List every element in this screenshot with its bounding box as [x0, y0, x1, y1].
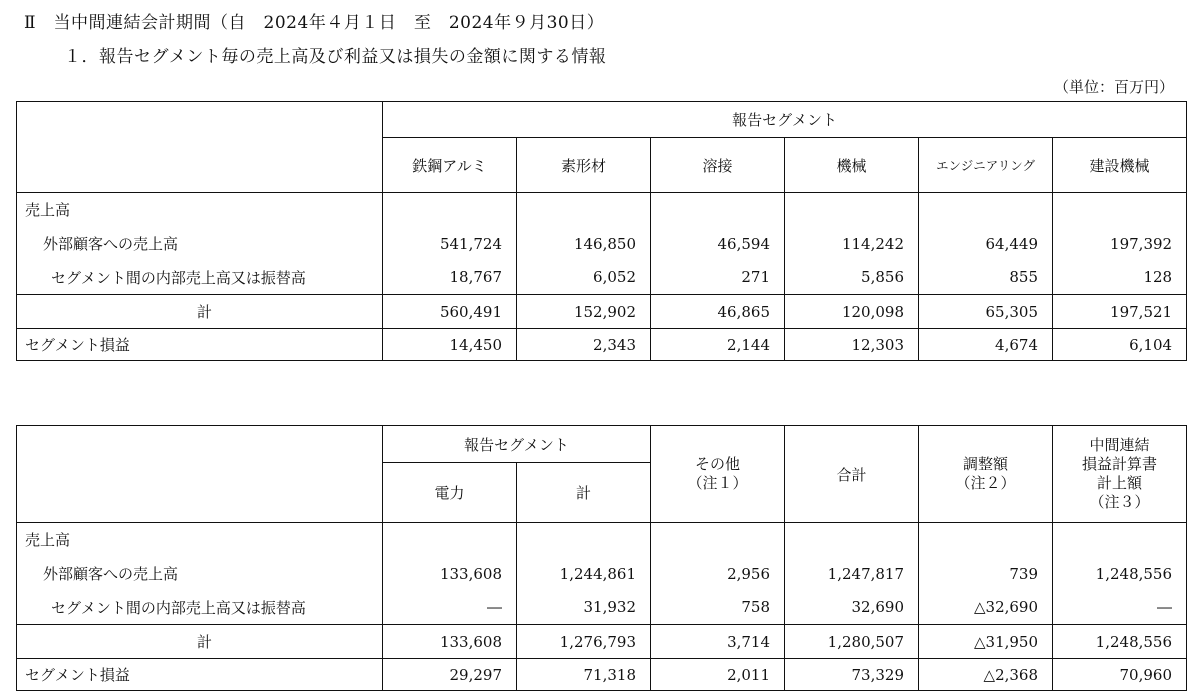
cell-value: ― — [1053, 591, 1187, 625]
col-header-total: 合計 — [785, 426, 919, 523]
cell-value: 64,449 — [919, 227, 1053, 261]
cell-value: 1,248,556 — [1053, 557, 1187, 591]
col-header-consolidated — [1053, 426, 1187, 523]
cell-value: 18,767 — [383, 261, 517, 295]
table-row — [17, 557, 1187, 591]
section-heading: １．報告セグメント毎の売上高及び利益又は損失の金額に関する情報 — [64, 47, 607, 67]
cell-value: 2,956 — [651, 557, 785, 591]
col-header-materials: 素形材 — [517, 138, 651, 193]
group-header: 報告セグメント — [383, 102, 1187, 138]
cell-value: 1,244,861 — [517, 557, 651, 591]
cell-value: 120,098 — [785, 295, 919, 329]
unit-label: （単位：百万円） — [1053, 78, 1174, 96]
col-header-engineering: エンジニアリング — [919, 138, 1053, 193]
cell-value: 46,594 — [651, 227, 785, 261]
col-header-machinery: 機械 — [785, 138, 919, 193]
table-row — [17, 625, 1187, 659]
table-row — [17, 295, 1187, 329]
row-label-external: 外部顧客への売上高 — [17, 227, 383, 261]
col-header-power: 電力 — [383, 463, 517, 523]
row-label-sales: 売上高 — [17, 193, 383, 227]
table-row — [17, 193, 1187, 227]
col-header-construction-machinery: 建設機械 — [1053, 138, 1187, 193]
row-label-internal: セグメント間の内部売上高又は振替高 — [17, 261, 383, 295]
group-header: 報告セグメント — [383, 426, 651, 463]
col-header-consolidated-line3: 計上額 — [1097, 474, 1143, 492]
cell-value: 70,960 — [1053, 659, 1187, 691]
cell-value: 271 — [651, 261, 785, 295]
row-label-segment-profit: セグメント損益 — [17, 659, 383, 691]
cell-value: 6,104 — [1053, 329, 1187, 361]
cell-value: △2,368 — [919, 659, 1053, 691]
cell-value: ― — [383, 591, 517, 625]
table-row — [17, 227, 1187, 261]
segment-table-2 — [16, 425, 1187, 691]
cell-value: 1,247,817 — [785, 557, 919, 591]
cell-value: 114,242 — [785, 227, 919, 261]
col-header-steel-aluminum: 鉄鋼アルミ — [383, 138, 517, 193]
row-label-total: 計 — [17, 625, 383, 659]
cell-value: 146,850 — [517, 227, 651, 261]
cell-value: 758 — [651, 591, 785, 625]
cell-value: 3,714 — [651, 625, 785, 659]
cell-value: 65,305 — [919, 295, 1053, 329]
col-header-adjustment-line1: 調整額 — [963, 455, 1009, 473]
cell-value: 1,248,556 — [1053, 625, 1187, 659]
row-label-internal: セグメント間の内部売上高又は振替高 — [17, 591, 383, 625]
col-header-adjustment — [919, 426, 1053, 523]
table-row — [17, 329, 1187, 361]
cell-value: 6,052 — [517, 261, 651, 295]
cell-value: △32,690 — [919, 591, 1053, 625]
col-header-consolidated-line2: 損益計算書 — [1082, 455, 1158, 473]
cell-value: 1,280,507 — [785, 625, 919, 659]
cell-value: 32,690 — [785, 591, 919, 625]
table-row — [17, 261, 1187, 295]
col-header-subtotal: 計 — [517, 463, 651, 523]
cell-value: 128 — [1053, 261, 1187, 295]
row-label-segment-profit: セグメント損益 — [17, 329, 383, 361]
cell-value: 197,521 — [1053, 295, 1187, 329]
cell-value: 5,856 — [785, 261, 919, 295]
cell-value: 739 — [919, 557, 1053, 591]
row-label-sales: 売上高 — [17, 523, 383, 557]
cell-value: 1,276,793 — [517, 625, 651, 659]
col-header-other-line2: （注１） — [687, 474, 748, 492]
cell-value: 73,329 — [785, 659, 919, 691]
cell-value: 71,318 — [517, 659, 651, 691]
cell-value: 855 — [919, 261, 1053, 295]
col-header-other-line1: その他 — [695, 455, 741, 473]
cell-value: 133,608 — [383, 625, 517, 659]
table-row — [17, 523, 1187, 557]
cell-value: 2,144 — [651, 329, 785, 361]
col-header-welding: 溶接 — [651, 138, 785, 193]
segment-table-1 — [16, 101, 1187, 361]
header-blank-cell — [17, 102, 383, 193]
cell-value: 46,865 — [651, 295, 785, 329]
col-header-consolidated-line1: 中間連結 — [1089, 436, 1150, 454]
cell-value: 541,724 — [383, 227, 517, 261]
cell-value: 2,343 — [517, 329, 651, 361]
col-header-consolidated-line4: （注３） — [1089, 493, 1150, 511]
cell-value: 197,392 — [1053, 227, 1187, 261]
row-label-external: 外部顧客への売上高 — [17, 557, 383, 591]
cell-value: 2,011 — [651, 659, 785, 691]
cell-value: 29,297 — [383, 659, 517, 691]
header-blank-cell — [17, 426, 383, 523]
cell-value: 31,932 — [517, 591, 651, 625]
cell-value: 12,303 — [785, 329, 919, 361]
col-header-other — [651, 426, 785, 523]
cell-value: 133,608 — [383, 557, 517, 591]
row-label-total: 計 — [17, 295, 383, 329]
table-row — [17, 659, 1187, 691]
cell-value: 4,674 — [919, 329, 1053, 361]
cell-value: 14,450 — [383, 329, 517, 361]
cell-value: 152,902 — [517, 295, 651, 329]
col-header-adjustment-line2: （注２） — [955, 474, 1016, 492]
table-row — [17, 591, 1187, 625]
cell-value: △31,950 — [919, 625, 1053, 659]
period-heading: Ⅱ 当中間連結会計期間（自 2024年４月１日 至 2024年９月30日） — [24, 13, 605, 33]
cell-value: 560,491 — [383, 295, 517, 329]
